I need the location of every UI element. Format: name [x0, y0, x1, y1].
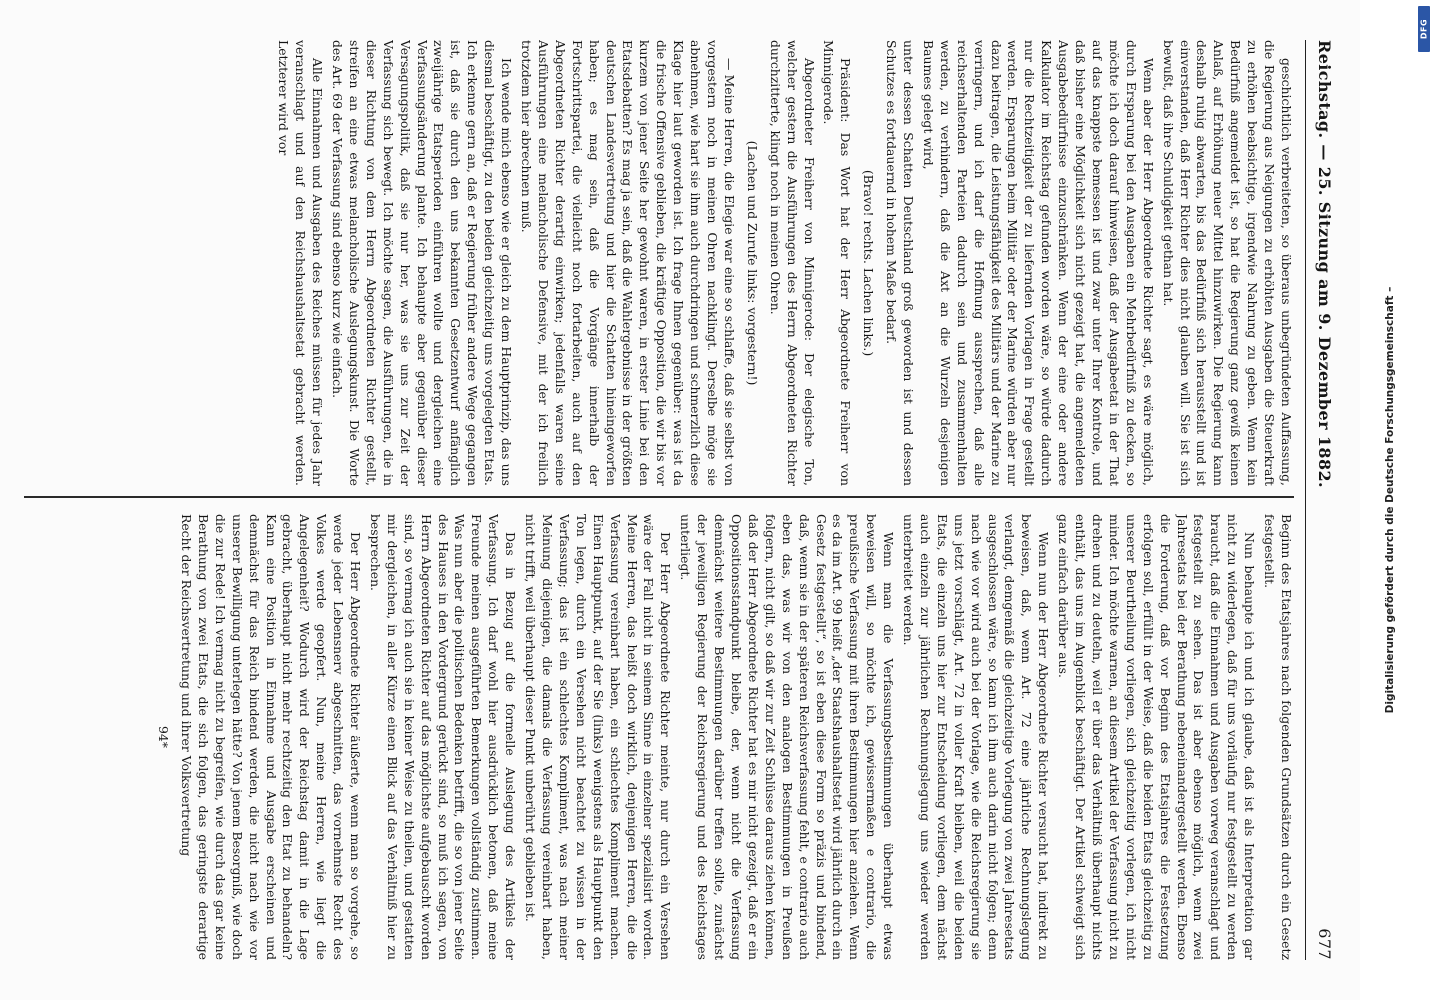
- paragraph: Beginn des Etatsjahres nach folgenden Grundsätzen durch ein Gesetz festgestellt.: [1262, 514, 1294, 960]
- paragraph: Wenn aber der Herr Abgeordnete Richter sagt, es wäre möglich, durch Ersparung bei den Ausgaben ein Mehrbedürfniß zu decken, so möchte ich doch darauf hinweisen, daß der Ausgabeetat in der That auf das knappste bemessen ist und zwar unter Ihrer Kontrole, und daß bisher eine Möglichkeit sich nicht gezeigt hat, die angemeldeten Ausgabebedürfnisse einzuschränken. Wenn der eine oder andere Kalkulator im Reichstag gefunden worden wäre, so würde dadurch nur die Rechtzeitigkeit der zu liefernden Vorlagen in Frage gestellt werden. Ersparungen beim Militär oder der Marine würden aber nur dazu beitragen, die Leistungsfähigkeit des Militärs und der Marine zu verringern, und ich darf die Hoffnung aussprechen, daß alle reichserhaltenden Parteien dadurch sein und zusammenhalten werden, zu verhindern, daß die Axt an die Wurzeln desjenigen Baumes gelegt wird,: [920, 40, 1156, 486]
- page-number: 677: [1315, 928, 1334, 960]
- digitization-credit: [1370, 0, 1410, 1000]
- stage-direction: (Lachen und Zurufe links: vorgestern!): [744, 140, 760, 386]
- paragraph: Wenn nun der Herr Abgeordnete Richter versucht hat, indirekt zu beweisen, daß, wenn Art. 72 eine jährliche Rechnungslegung verlangt, demgemäß die gleichzeitige Vorlegung von zwei Jahresetats ausgeschlossen wäre, so kann ich ihm auch darin nicht folgen; denn nach wie vor wird auch bei der Vorlage, wie die Reichsregierung sie uns jetzt vorschlägt, Art. 72 in voller Kraft bleiben, weil die beiden Etats, die einzeln uns hier zur Entscheidung vorliegen, dem nächst auch einzeln zur jährlichen Rechnungslegung uns wieder werden unterbreitet werden.: [901, 514, 1052, 960]
- speaker-paragraph: Präsident: Das Wort hat der Herr Abgeordnete Freiherr von Minnigerode.: [821, 40, 854, 486]
- running-title: Reichstag. — 25. Sitzung am 9. Dezember 1882.: [1315, 40, 1334, 488]
- dfg-logo-text: DFG: [1419, 18, 1429, 40]
- paragraph: Der Herr Abgeordnete Richter äußerte, wenn man so vorgehe, so werde jeder Lebensnerv abgeschnitten, das vornehmste Recht des Volkes werde geopfert. Nun, meine Herren, wie liegt die Angelegenheit? Wodurch wird der Reichstag damit in die Lage gebracht, überhaupt nicht mehr rechtzeitig den Etat zu behandeln? Kann eine Position in Einnahme und Ausgabe erscheinen und demnächst für das Reich bindend werden, die nicht nach wie vor unserer Bewilligung unterlegen hätte? Von jenem Besorgniß, wie doch die zur Rede! Ich vermag nicht zu begreifen, wie durch das gar keine Berathung von zwei Etats, die sich folgen, das geringste derartige Recht der Reichsvertretung und ihrer Volksvertretung: [179, 514, 364, 960]
- right-column: [24, 514, 1294, 960]
- paragraph: Der Herr Abgeordnete Richter meinte, nur durch ein Versehen wäre der Fall nicht in seinem Sinne in einzelner spezialisirt worden. Meine Herren, das heißt doch wirklich, denjenigen Herren, die die Verfassung vereinbart haben, ein schlechtes Kompliment machen. Einen Hauptpunkt, auf der Sie (links) wenigstens als Hauptpunkt den Ton legen, durch ein Versehen nicht beachtet zu wissen in der Verfassung; das ist ein schlechtes Kompliment, was nach meiner Meinung diejenigen, die damals die Verfassung vereinbart haben, nicht trifft, weil überhaupt dieser Punkt unberührt geblieben ist.: [523, 514, 674, 960]
- paragraph: geschichtlich verbreiteten, so überaus unbegründeten Auffassung, die Regierung aus Neigungen zu erhöhten Ausgaben die Steuerkraft zu erhöhen beabsichtige, irgendwie Nahrung zu geben. Wenn kein Bedürfniß angemeldet ist, so hat die Regierung ganz gewiß keinen Anlaß, auf Erhöhung neuer Mittel hinzuwirken. Die Regierung kann deshalb ruhig abwarten, bis das Bedürfniß sich herausstellt und ist einverstanden, daß Herr Richter dies nicht glauben will. Sie ist sich bewußt, daß ihre Schuldigkeit gethan hat.: [1160, 40, 1294, 486]
- paragraph: Nun behaupte ich und ich glaube, daß ist als Interpretation gar nicht zu widerlegen, daß für uns vorläufig nur festgestellt zu werden braucht, daß die Einnahmen und Ausgaben vorweg veranschlagt und festgestellt zu sehen. Das ist aber ebenso möglich, wenn zwei Jahresetats bei der Berathung nebeneinandergestellt werden. Ebenso die Forderung, daß vor Beginn des Etatsjahres die Festsetzung erfolgen soll, erfüllt in der Weise, daß die beiden Etats gleichzeitig zu unserer Beurtheilung vorliegen, sich gleichzeitig vorlegen, ich nicht minder. Ich möchte warnen, an diesem Artikel der Verfassung nicht zu drehen und zu deuteln, weil er über das Verhältniß überhaupt nichts enthält, das uns im Augenblick beschäftigt. Der Artikel schweigt sich ganz einfach darüber aus.: [1056, 514, 1258, 960]
- paragraph: unter dessen Schatten Deutschland groß geworden ist und dessen Schutzes es fortdauernd in hohem Maße bedarf.: [884, 40, 917, 486]
- signature-mark: 94*: [156, 726, 172, 748]
- dfg-logo: [1418, 6, 1430, 52]
- speaker-paragraph: Abgeordneter Freiherr von Minnigerode: Der elegische Ton, welcher gestern die Ausführungen des Herrn Abgeordneten Richter durchzitterte, klingt noch in meinen Ohren.: [767, 40, 817, 486]
- paragraph: Ich wende mich ebenso wie er gleich zu dem Hauptprinzip, das uns diesmal beschäftigt, zu den beiden gleichzeitig uns vorgelegten Etats. Ich erkenne gern an, daß er Regierung früher andere Wege gegangen ist, daß sie durch den uns bekannten Gesetzentwurf anfänglich zweijährige Etatsperioden einführen wollte und dergleichen eine Verfassungsänderung plante. Ich behaupte aber gegenüber dieser Versagungspolitik, daß sie nur her, was sie uns zur Zeit der Verfassung sich bewegt. Ich möchte sagen, die Ausführungen, die in dieser Richtung von dem Herrn Abgeordneten Richter gestellt, streifen an eine etwas melancholische Auslegungskunst. Die Worte des Art. 69 der Verfassung sind ebenso kurz wie einfach.: [330, 40, 515, 486]
- paragraph: Alle Einnahmen und Ausgaben des Reiches müssen für jedes Jahr veranschlagt und auf den Reichshaushaltsetat gebracht werden. Letzterer wird vor: [276, 40, 326, 486]
- column-rule: [24, 496, 1294, 498]
- credit-text: Digitalisierung gefördert durch die Deutsche Forschungsgemeinschaft –: [1384, 286, 1396, 714]
- paragraph: Das in Bezug auf die formelle Auslegung des Artikels der Verfassung. Ich darf wohl hier ausdrücklich betonen, daß meine Freunde meinen ausgeführten Bemerkungen vollständig zustimmen. Was nun aber die politischen Bedenken betrifft, die so von jener Seite des Hauses in den Vordergrund gerückt sind, so muß ich sagen, von Herrn Abgeordneten Richter auf das möglichste aufgebauscht worden sind, so vermag ich auch sie in keiner Weise zu theilen, und gestatten mir dergleichen, in aller Kürze einen Blick auf das Verhältniß hier zu besprechen.: [367, 514, 519, 960]
- left-column: [24, 40, 1294, 486]
- stage-direction: (Bravo! rechts. Lachen links.): [861, 169, 877, 357]
- paragraph: Wenn man die Verfassungsbestimmungen überhaupt etwas beweisen will, so möchte ich, gewissermaßen e contrario, die preußische Verfassung mit ihren Bestimmungen hier anziehen. Wenn es da im Art. 99 heißt „der Staatshaushaltsetat wird jährlich durch ein Gesetz festgestellt“, so ist eben diese Form so präzis und bindend, daß, wenn sie in der späteren Reichsverfassung fehlt, e contrario auch eben das, was wir von den analogen Bestimmungen in Preußen folgern, nicht gilt, so daß wir zur Zeit Schlüsse daraus ziehen können, daß der Herr Abgeordnete Richter hat es mir nicht gezeigt, daß er ein Oppositionsstandpunkt bleibe, der, wenn nicht die Verfassung demnächst weitere Bestimmungen darüber treffen sollte, zunächst der jeweiligen Regierung der Reichsregierung und des Reichstages unterliegt.: [678, 514, 897, 960]
- paragraph: — Meine Herren, die Elegie war eine so schlaffe, daß sie selbst von vorgestern noch in meinen Ohren nachklingt. Derselbe möge sie abnehmen, wie hart sie ihm auch durchdringen und schmerzlich diese Klage hier laut geworden ist. Ich frage Ihnen gegenüber: was ist da die frische Offensive geblieben, die kräftige Opposition, die wir bis vor kurzem von jener Seite her gewohnt waren, in erster Linie bei den Etatsdebatten? Es mag ja sein, daß die Wahlergebnisse in der größten deutschen Landesvertretung und hier die Schatten hineingeworfen haben; es mag sein, daß die Vorgänge innerhalb der Fortschrittspartei, die vielleicht noch fortarbeiten, auch auf den Abgeordneten Richter derartig einwirken; jedenfalls waren seine Ausführungen eine melancholische Defensive, mit der ich freilich trotzdem hier abrechnen muß.: [519, 40, 737, 486]
- page-header: [1305, 40, 1340, 960]
